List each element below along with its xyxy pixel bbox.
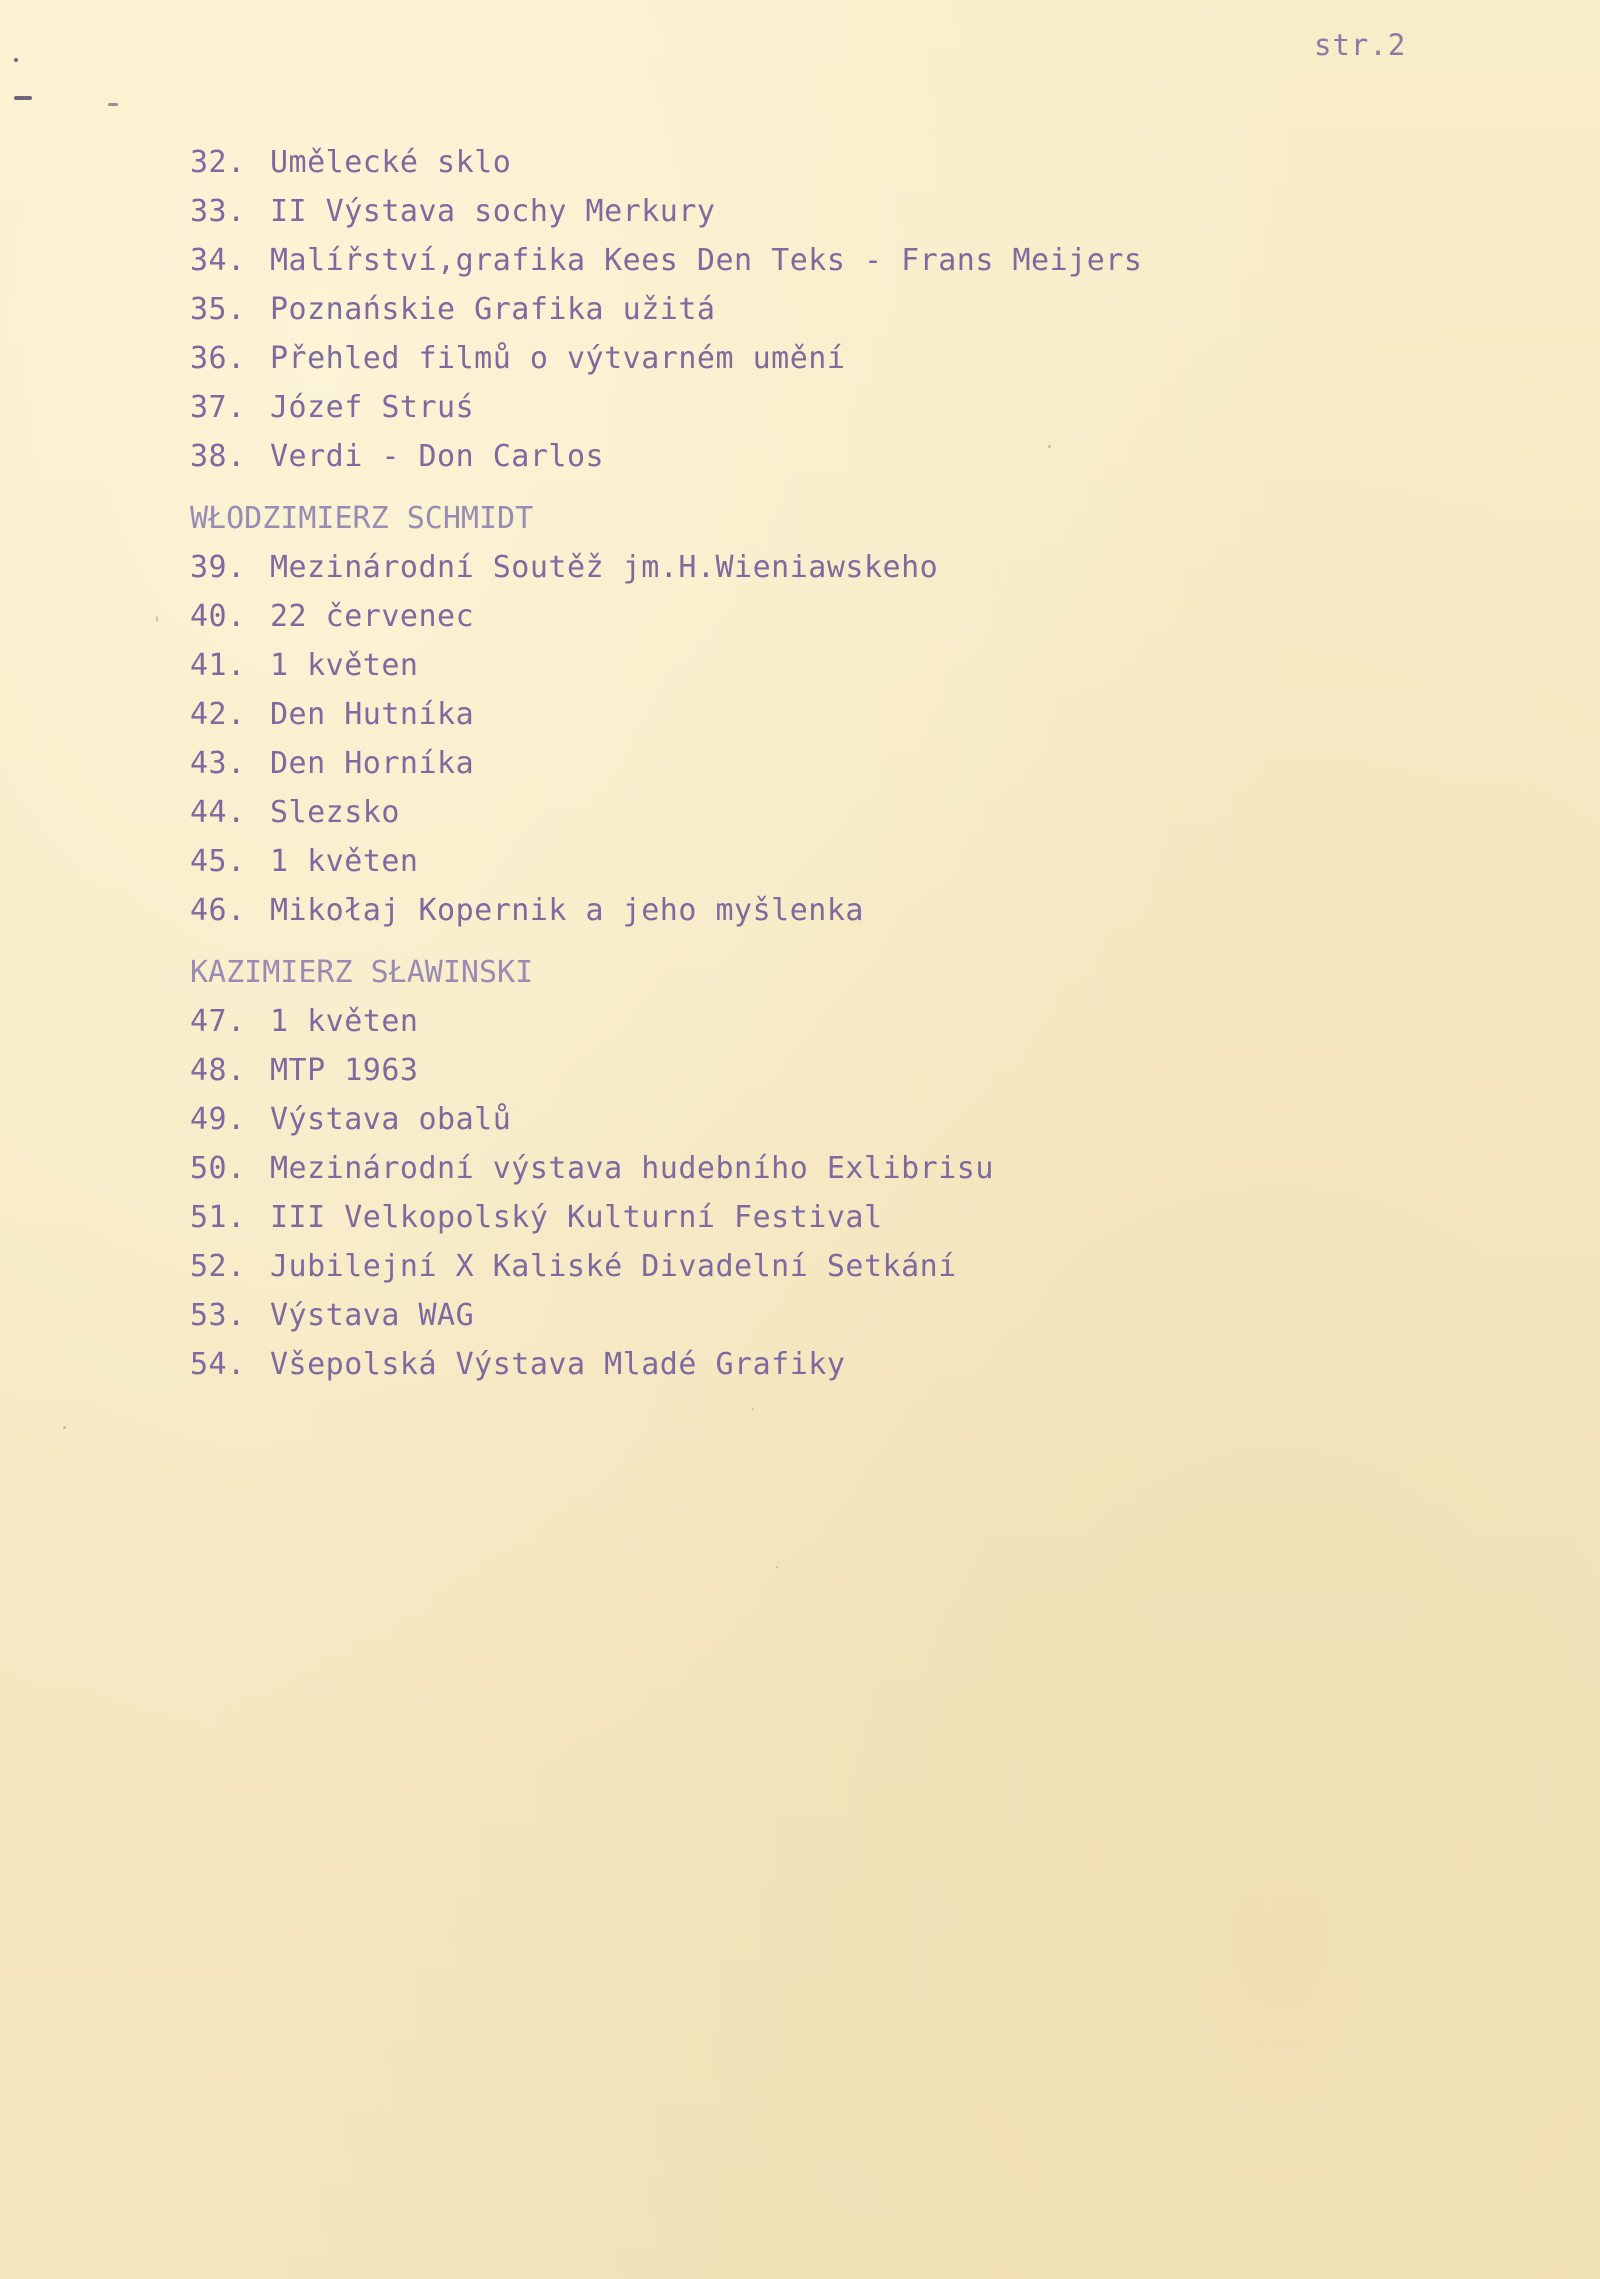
list-item (190, 1291, 1370, 1340)
list-item (190, 837, 1370, 886)
list-item (190, 1193, 1370, 1242)
item-text: Všepolská Výstava Mladé Grafiky (270, 1347, 846, 1382)
paper-speck (776, 1566, 778, 1568)
punch-mark (14, 96, 32, 100)
list-group (190, 948, 1370, 1389)
item-number: 40. (190, 599, 246, 634)
item-number: 34. (190, 243, 246, 278)
list-item (190, 1340, 1370, 1389)
list-item (190, 285, 1370, 334)
item-number: 44. (190, 795, 246, 830)
list-item (190, 886, 1370, 935)
list-item (190, 187, 1370, 236)
item-text: Poznańskie Grafika užitá (270, 292, 716, 327)
item-text: Přehled filmů o výtvarném umění (270, 341, 846, 376)
item-number: 54. (190, 1347, 246, 1382)
item-number: 51. (190, 1200, 246, 1235)
list-item (190, 138, 1370, 187)
item-number: 42. (190, 697, 246, 732)
item-text: 1 květen (270, 1004, 419, 1039)
list-item (190, 1046, 1370, 1095)
punch-mark (108, 103, 118, 106)
item-text: Umělecké sklo (270, 145, 512, 180)
item-text: Slezsko (270, 795, 400, 830)
item-text: Malířství,grafika Kees Den Teks - Frans Meijers (270, 243, 1143, 278)
item-number: 38. (190, 439, 246, 474)
page-number: str.2 (1314, 28, 1407, 62)
item-number: 53. (190, 1298, 246, 1333)
item-number: 32. (190, 145, 246, 180)
item-text: 1 květen (270, 844, 419, 879)
list-item (190, 641, 1370, 690)
item-text: III Velkopolský Kulturní Festival (270, 1200, 883, 1235)
list-item (190, 236, 1370, 285)
item-text: Józef Struś (270, 390, 475, 425)
item-number: 49. (190, 1102, 246, 1137)
paper-speck (156, 616, 158, 622)
list-item (190, 1242, 1370, 1291)
item-number: 33. (190, 194, 246, 229)
item-text: Výstava obalů (270, 1102, 512, 1137)
paper-speck (63, 1426, 66, 1429)
exhibition-list (190, 138, 1370, 1389)
item-number: 52. (190, 1249, 246, 1284)
list-group (190, 494, 1370, 935)
item-number: 46. (190, 893, 246, 928)
list-item (190, 1144, 1370, 1193)
section-heading: WŁODZIMIERZ SCHMIDT (190, 501, 534, 536)
item-number: 35. (190, 292, 246, 327)
item-number: 36. (190, 341, 246, 376)
item-text: 22 červenec (270, 599, 475, 634)
item-text: Výstava WAG (270, 1298, 475, 1333)
item-text: 1 květen (270, 648, 419, 683)
list-item (190, 592, 1370, 641)
item-number: 43. (190, 746, 246, 781)
item-number: 37. (190, 390, 246, 425)
list-item (190, 432, 1370, 481)
list-item (190, 997, 1370, 1046)
item-text: Den Hutníka (270, 697, 475, 732)
item-number: 47. (190, 1004, 246, 1039)
item-text: Mikołaj Kopernik a jeho myšlenka (270, 893, 864, 928)
item-number: 48. (190, 1053, 246, 1088)
list-item (190, 543, 1370, 592)
item-number: 39. (190, 550, 246, 585)
list-item (190, 383, 1370, 432)
list-item (190, 690, 1370, 739)
list-group (190, 138, 1370, 481)
section-heading: KAZIMIERZ SŁAWINSKI (190, 955, 534, 990)
list-item (190, 334, 1370, 383)
item-text: Mezinárodní výstava hudebního Exlibrisu (270, 1151, 994, 1186)
item-text: MTP 1963 (270, 1053, 419, 1088)
item-text: Jubilejní X Kaliské Divadelní Setkání (270, 1249, 957, 1284)
paper-speck (752, 1408, 754, 1410)
list-item (190, 739, 1370, 788)
punch-mark (14, 58, 18, 62)
item-text: Den Horníka (270, 746, 475, 781)
item-number: 45. (190, 844, 246, 879)
item-text: II Výstava sochy Merkury (270, 194, 716, 229)
item-number: 50. (190, 1151, 246, 1186)
item-text: Verdi - Don Carlos (270, 439, 605, 474)
list-item (190, 1095, 1370, 1144)
list-item (190, 788, 1370, 837)
item-text: Mezinárodní Soutěž jm.H.Wieniawskeho (270, 550, 939, 585)
item-number: 41. (190, 648, 246, 683)
